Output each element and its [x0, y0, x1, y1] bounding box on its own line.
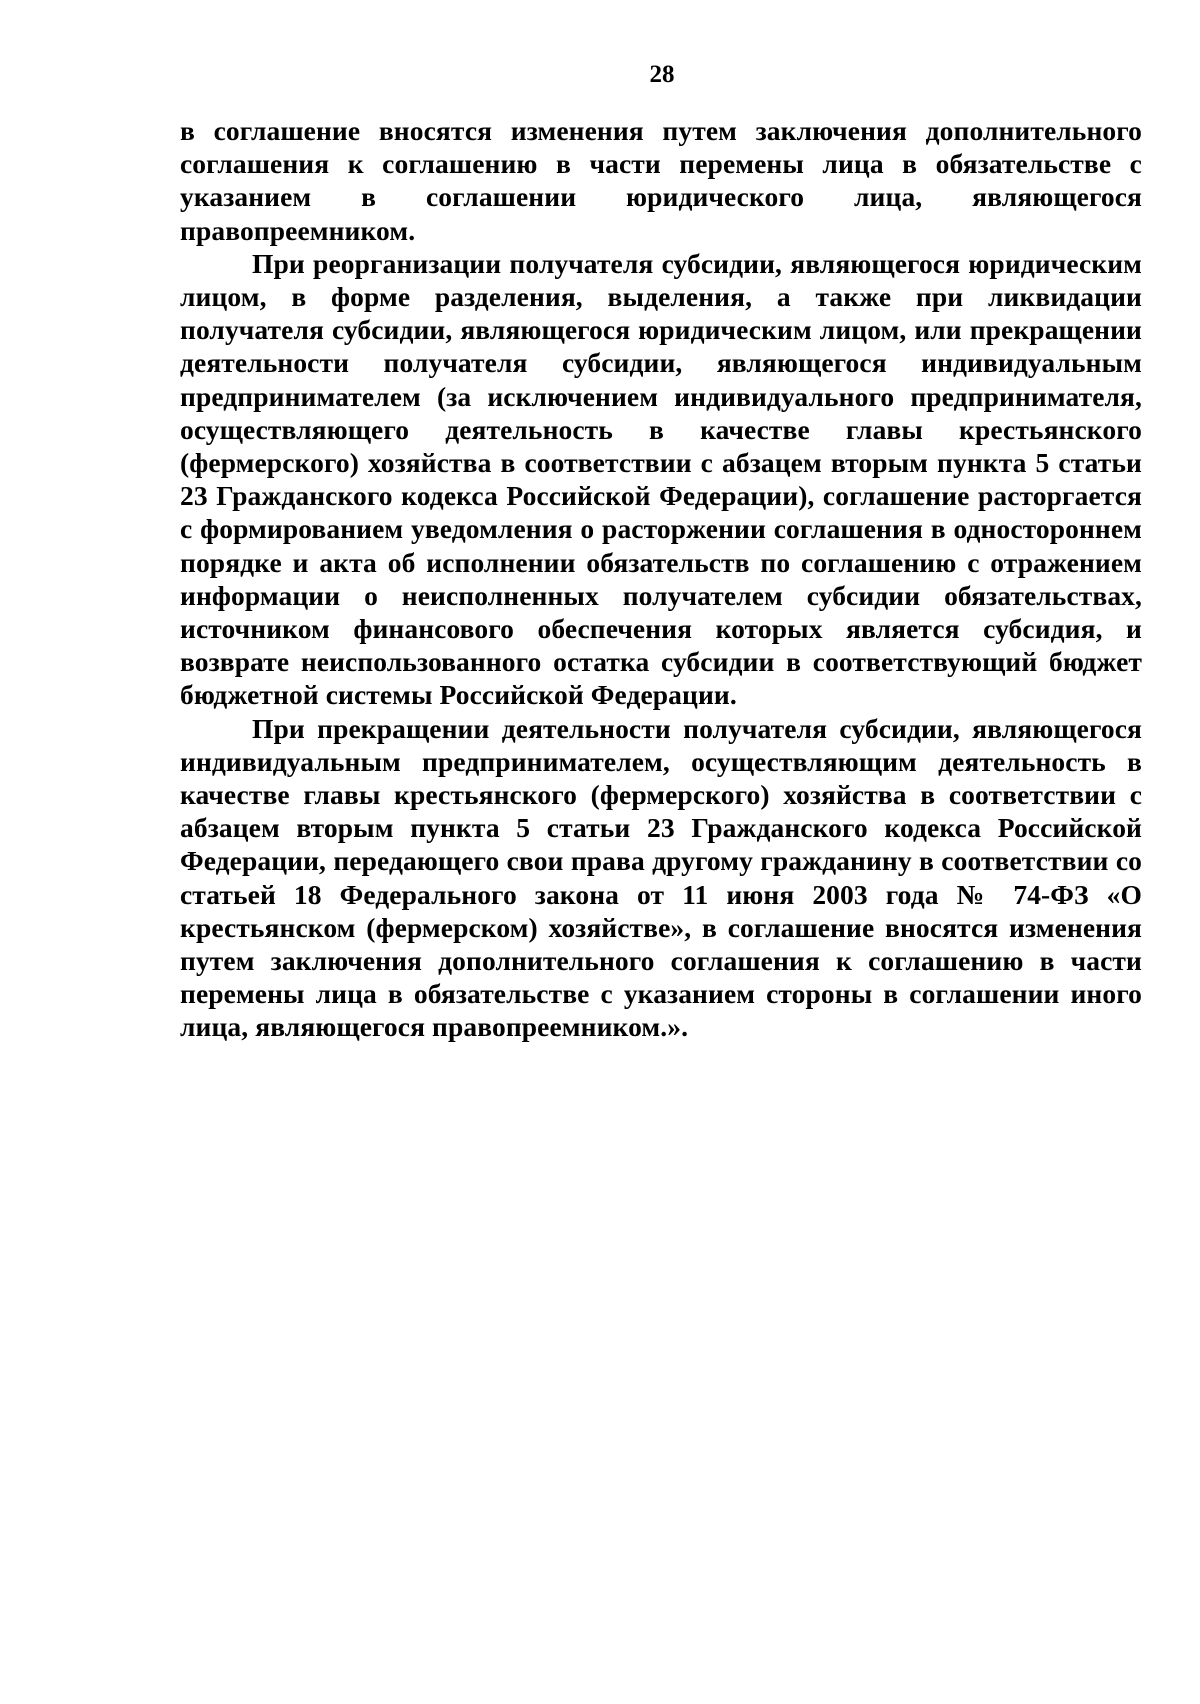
paragraph-continuation: в соглашение вносятся изменения путем заключения дополнительного соглашения к соглашению в части перемены лица в обязательстве с указанием в соглашении юридического лица, являющегося правопреемником.: [180, 115, 1142, 246]
paragraph-reorganization: При реорганизации получателя субсидии, являющегося юридическим лицом, в форме разделения, выделения, а также при ликвидации получателя субсидии, являющегося юридическим лицом, или прекращении деятельности получателя субсидии, являющегося индивидуальным предпринимателем (за исключением индивидуального предпринимателя, осуществляющего деятельность в качестве главы крестьянского (фермерского) хозяйства в соответствии с абзацем вторым пункта 5 статьи 23 Гражданского кодекса Российской Федерации), соглашение расторгается с формированием уведомления о расторжении соглашения в одностороннем порядке и акта об исполнении обязательств по соглашению с отражением информации о неисполненных получателем субсидии обязательствах, источником финансового обеспечения которых является субсидия, и возврате неиспользованного остатка субсидии в соответствующий бюджет бюджетной системы Российской Федерации.: [180, 247, 1142, 711]
document-body: [180, 114, 1142, 1044]
page-number: 28: [649, 61, 675, 88]
paragraph-termination: При прекращении деятельности получателя субсидии, являющегося индивидуальным предпринимателем, осуществляющим деятельность в качестве главы крестьянского (фермерского) хозяйства в соответствии с абзацем вторым пункта 5 статьи 23 Гражданского кодекса Российской Федерации, передающего свои права другому гражданину в соответствии со статьей 18 Федерального закона от 11 июня 2003 года № 74-ФЗ «О крестьянском (фермерском) хозяйстве», в соглашение вносятся изменения путем заключения дополнительного соглашения к соглашению в части перемены лица в обязательстве с указанием стороны в соглашении иного лица, являющегося правопреемником.».: [180, 712, 1142, 1043]
